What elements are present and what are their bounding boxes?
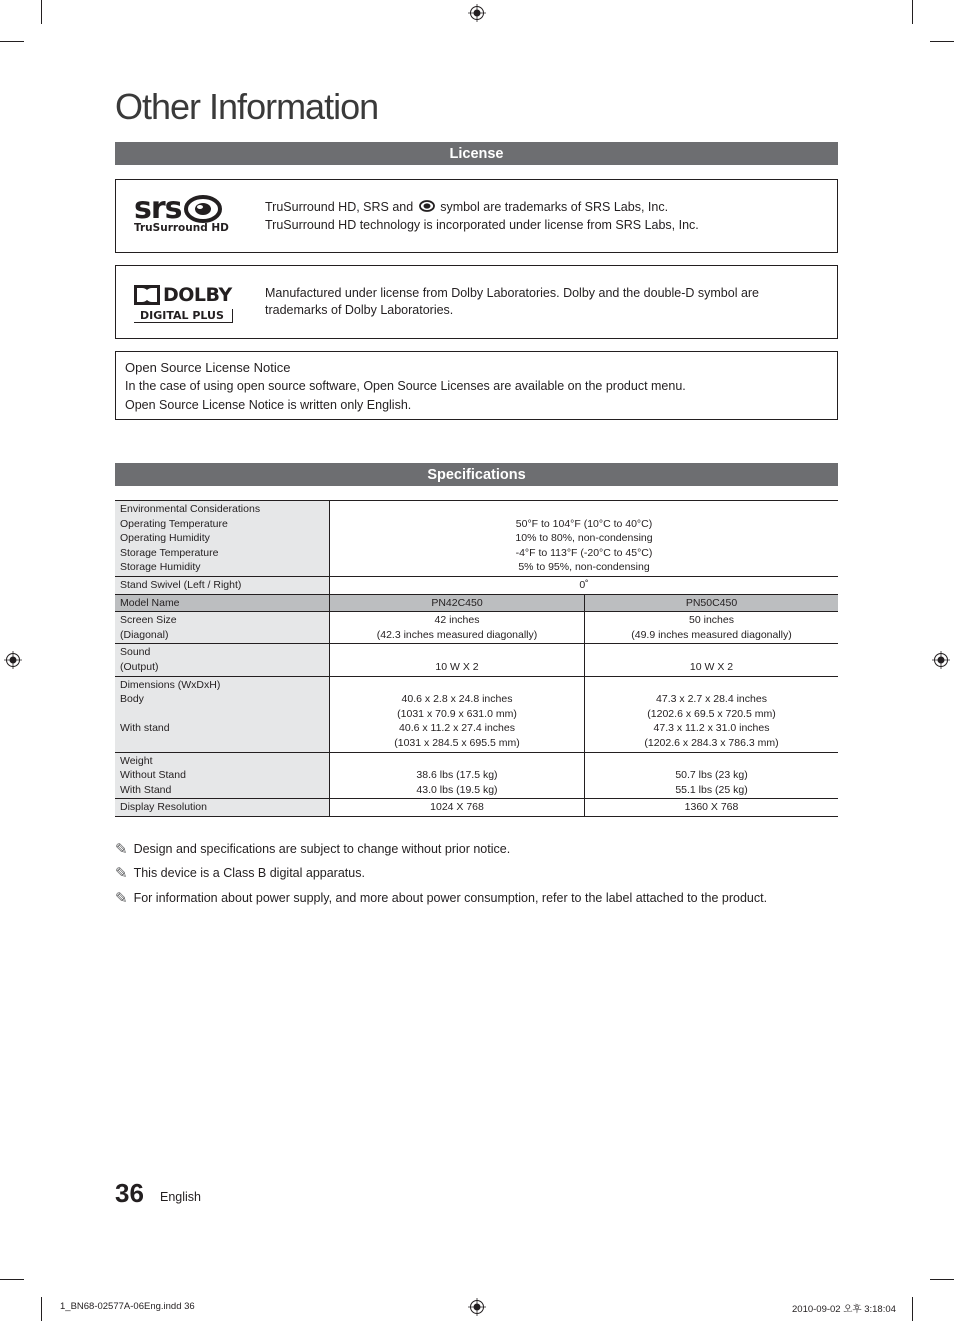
env-label: Storage Temperature	[120, 546, 219, 559]
model-a: PN42C450	[330, 594, 585, 612]
crop-mark	[912, 1297, 913, 1321]
table-row-model	[115, 594, 838, 612]
dimensions-a-value: (1031 x 284.5 x 695.5 mm)	[394, 736, 520, 749]
env-label: Operating Humidity	[120, 532, 210, 545]
srs-license-text	[265, 198, 699, 234]
crop-mark	[930, 1279, 954, 1280]
srs-license-box	[115, 179, 838, 253]
pencil-note-icon: ✎	[115, 865, 128, 882]
page-number: 36	[115, 1178, 144, 1208]
sound-label: Sound	[120, 646, 151, 659]
page-title: Other Information	[115, 86, 379, 127]
weight-a-value: 38.6 lbs (17.5 kg)	[416, 769, 498, 782]
table-row-screen-size	[115, 612, 838, 644]
dimensions-a-value: 40.6 x 11.2 x 27.4 inches	[399, 722, 515, 735]
screen-label: (Diagonal)	[120, 628, 169, 641]
srs-line-1-start: TruSurround HD, SRS and	[265, 200, 414, 214]
table-row-swivel	[115, 576, 838, 594]
weight-label: Weight	[120, 754, 153, 767]
crop-mark	[930, 41, 954, 42]
srs-logo-subtext: TruSurround HD	[134, 222, 229, 234]
sound-b-value: 10 W X 2	[585, 644, 839, 676]
srs-logo-text: srs	[134, 191, 182, 226]
weight-label: With Stand	[120, 783, 172, 796]
specifications-section-header: Specifications	[115, 463, 838, 486]
env-label-cell	[115, 501, 330, 577]
dimensions-b-value: 47.3 x 11.2 x 31.0 inches	[653, 722, 770, 735]
dimensions-label: Body	[120, 693, 144, 706]
srs-circle-icon	[184, 194, 222, 224]
weight-label-cell	[115, 752, 330, 799]
weight-a-value: 43.0 lbs (19.5 kg)	[416, 783, 498, 796]
srs-symbol-icon	[419, 200, 435, 212]
dimensions-label-cell	[115, 676, 330, 752]
note-text: This device is a Class B digital apparatus.	[133, 866, 365, 880]
swivel-label: Stand Swivel (Left / Right)	[115, 576, 330, 594]
page-language: English	[160, 1190, 201, 1204]
srs-line-1-end: symbol are trademarks of SRS Labs, Inc.	[440, 200, 669, 214]
crop-mark	[912, 0, 913, 24]
dolby-license-box	[115, 265, 838, 339]
env-label: Environmental Considerations	[120, 503, 261, 515]
footer-timestamp: 2010-09-02 오후 3:18:04	[792, 1304, 896, 1315]
table-row-sound	[115, 644, 838, 676]
registration-mark-icon	[468, 4, 486, 22]
dimensions-a-value: (1031 x 70.9 x 631.0 mm)	[397, 707, 517, 720]
sound-label-cell	[115, 644, 330, 676]
dimensions-b-value: (1202.6 x 284.3 x 786.3 mm)	[644, 736, 779, 749]
dimensions-a-cell	[330, 676, 585, 752]
env-label: Operating Temperature	[120, 517, 228, 530]
dolby-license-text	[265, 285, 759, 319]
open-source-notice-box	[115, 351, 838, 420]
dolby-line-1: Manufactured under license from Dolby Laboratories. Dolby and the double-D symbol are	[265, 286, 760, 300]
open-source-notice-title: Open Source License Notice	[125, 360, 291, 375]
dolby-line-2: trademarks of Dolby Laboratories.	[265, 303, 454, 317]
table-row-dimensions	[115, 676, 838, 752]
dimensions-label	[120, 707, 324, 722]
dimensions-b-value: (1202.6 x 69.5 x 720.5 mm)	[647, 707, 776, 720]
sound-label: (Output)	[120, 660, 159, 673]
pencil-note-icon: ✎	[115, 841, 128, 858]
resolution-label: Display Resolution	[115, 799, 330, 817]
env-value: 50°F to 104°F (10°C to 40°C)	[515, 517, 653, 530]
note-item	[115, 840, 510, 858]
srs-logo	[134, 191, 229, 234]
note-text: For information about power supply, and more about power consumption, refer to the label attached to the product.	[133, 891, 768, 905]
model-b: PN50C450	[585, 594, 839, 612]
dimensions-label-spacer	[120, 736, 324, 751]
dimensions-label: With stand	[120, 722, 170, 735]
crop-mark	[41, 1297, 42, 1321]
env-value: 10% to 80%, non-condensing	[515, 532, 653, 545]
screen-b-cell	[585, 612, 839, 644]
weight-b-value: 50.7 lbs (23 kg)	[675, 769, 748, 782]
pencil-note-icon: ✎	[115, 890, 128, 907]
footer-file-name: 1_BN68-02577A-06Eng.indd 36	[60, 1301, 195, 1312]
env-value: 5% to 95%, non-condensing	[518, 561, 650, 574]
sound-a-value: 10 W X 2	[330, 644, 585, 676]
registration-mark-icon	[468, 1298, 486, 1316]
env-value-cell	[330, 501, 839, 577]
dolby-logo-subtext: DIGITAL PLUS	[134, 309, 233, 323]
dimensions-b-value: 47.3 x 2.7 x 28.4 inches	[656, 693, 767, 706]
dimensions-a-value: 40.6 x 2.8 x 24.8 inches	[401, 693, 513, 706]
srs-line-2: TruSurround HD technology is incorporated under license from SRS Labs, Inc.	[265, 218, 699, 232]
dolby-logo	[134, 284, 233, 323]
model-label: Model Name	[115, 594, 330, 612]
resolution-a-value: 1024 X 768	[330, 799, 585, 817]
note-item	[115, 864, 365, 882]
open-source-notice-line-1: In the case of using open source software, Open Source Licenses are available on the product menu.	[125, 379, 686, 393]
note-text: Design and specifications are subject to change without prior notice.	[133, 842, 511, 856]
crop-mark	[0, 1279, 24, 1280]
crop-mark	[41, 0, 42, 24]
registration-mark-icon	[4, 651, 22, 669]
dimensions-b-cell	[585, 676, 839, 752]
env-value: -4°F to 113°F (-20°C to 45°C)	[515, 546, 653, 559]
screen-b-value: (49.9 inches measured diagonally)	[631, 628, 792, 641]
srs-line-1	[265, 198, 699, 216]
swivel-value: 0˚	[330, 576, 839, 594]
weight-b-cell	[585, 752, 839, 799]
screen-a-value: 42 inches	[434, 614, 480, 627]
note-item	[115, 889, 767, 907]
screen-a-value: (42.3 inches measured diagonally)	[376, 628, 538, 641]
table-row-weight	[115, 752, 838, 799]
weight-b-value: 55.1 lbs (25 kg)	[675, 783, 748, 796]
screen-label-cell	[115, 612, 330, 644]
resolution-b-value: 1360 X 768	[585, 799, 839, 817]
crop-mark	[0, 41, 24, 42]
screen-a-cell	[330, 612, 585, 644]
screen-b-value: 50 inches	[689, 614, 734, 627]
table-row-environment	[115, 501, 838, 577]
dolby-logo-text: DOLBY	[163, 284, 232, 306]
license-section-header: License	[115, 142, 838, 165]
specifications-table	[115, 500, 838, 817]
registration-mark-icon	[932, 651, 950, 669]
double-d-icon	[134, 285, 160, 305]
screen-label: Screen Size	[120, 614, 177, 627]
weight-a-cell	[330, 752, 585, 799]
dimensions-label: Dimensions (WxDxH)	[120, 678, 221, 691]
env-label: Storage Humidity	[120, 561, 201, 574]
weight-label: Without Stand	[120, 769, 186, 782]
table-row-resolution	[115, 799, 838, 817]
open-source-notice-line-2: Open Source License Notice is written only English.	[125, 398, 412, 412]
